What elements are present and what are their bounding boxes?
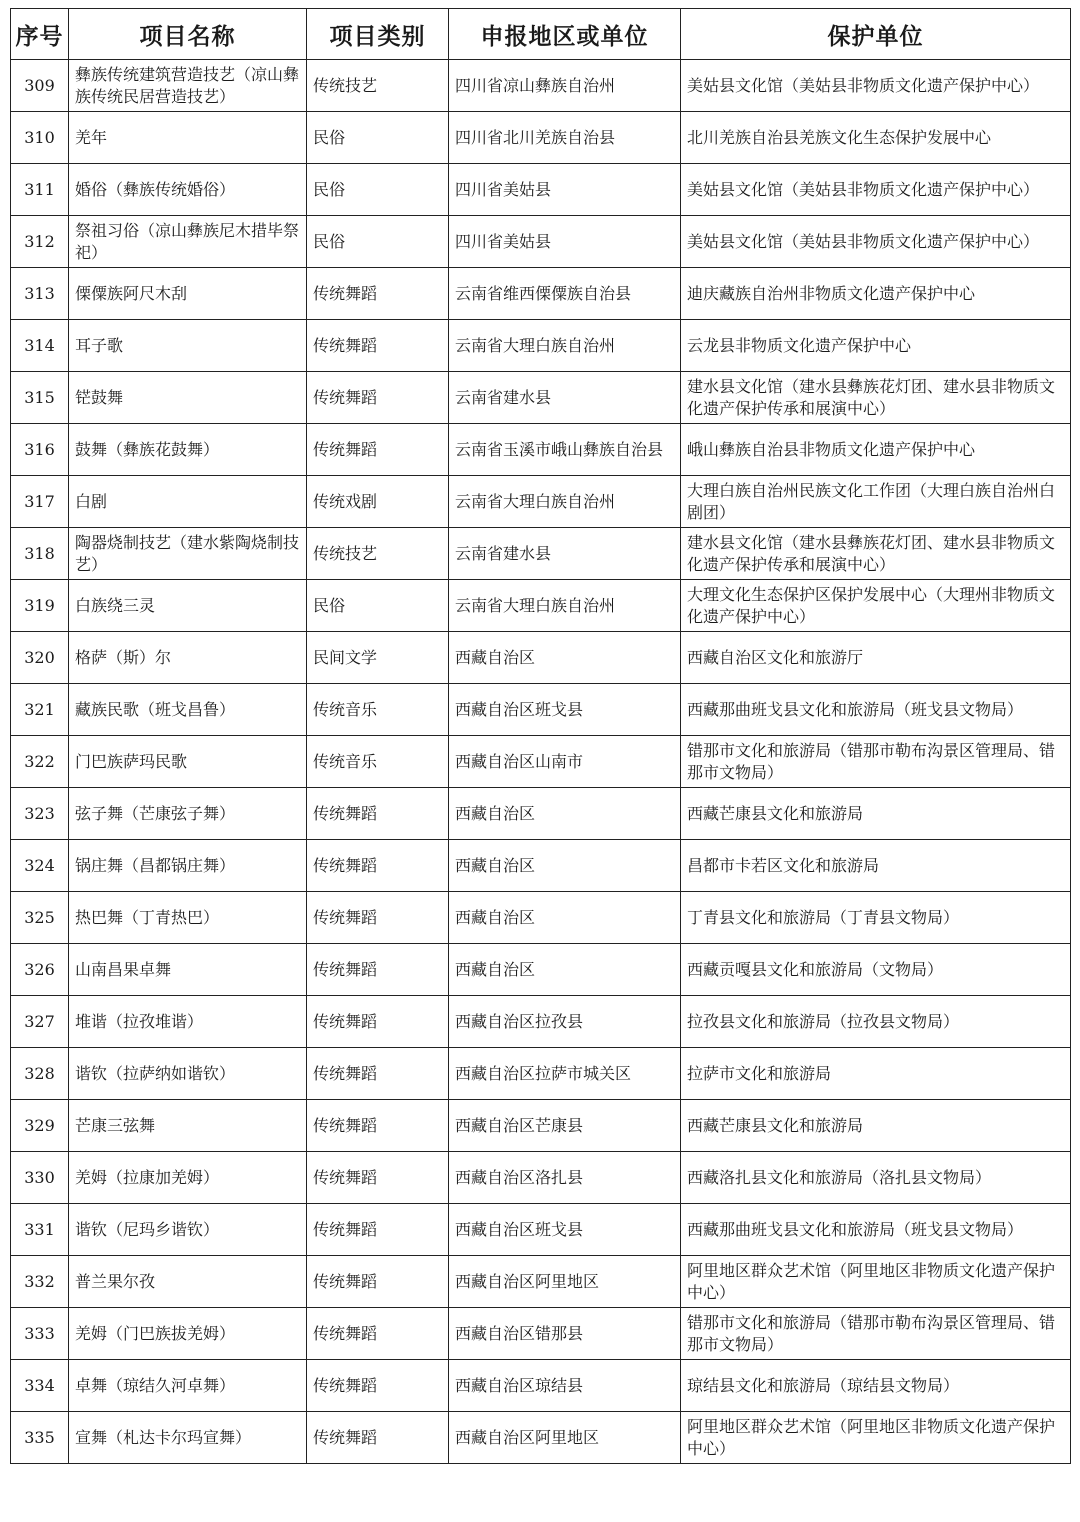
applicant-region-cell: 西藏自治区 (449, 788, 681, 840)
protection-unit-cell: 琼结县文化和旅游局（琼结县文物局） (681, 1360, 1071, 1412)
serial-number-cell: 327 (11, 996, 69, 1048)
applicant-region-cell: 西藏自治区拉萨市城关区 (449, 1048, 681, 1100)
project-category-cell: 传统舞蹈 (307, 944, 449, 996)
protection-unit-cell: 西藏那曲班戈县文化和旅游局（班戈县文物局） (681, 1204, 1071, 1256)
applicant-region-cell: 云南省玉溪市峨山彝族自治县 (449, 424, 681, 476)
project-name-cell: 普兰果尔孜 (69, 1256, 307, 1308)
project-category-cell: 传统舞蹈 (307, 1360, 449, 1412)
project-name-cell: 谐钦（尼玛乡谐钦） (69, 1204, 307, 1256)
table-row (11, 996, 1071, 1048)
project-category-cell: 传统舞蹈 (307, 892, 449, 944)
header-protection-unit: 保护单位 (681, 9, 1071, 60)
project-name-cell: 鼓舞（彝族花鼓舞） (69, 424, 307, 476)
applicant-region-cell: 西藏自治区洛扎县 (449, 1152, 681, 1204)
project-category-cell: 传统舞蹈 (307, 996, 449, 1048)
applicant-region-cell: 四川省北川羌族自治县 (449, 112, 681, 164)
table-row (11, 476, 1071, 528)
applicant-region-cell: 云南省大理白族自治州 (449, 580, 681, 632)
table-row (11, 320, 1071, 372)
project-name-cell: 谐钦（拉萨纳如谐钦） (69, 1048, 307, 1100)
project-category-cell: 民间文学 (307, 632, 449, 684)
table-row (11, 268, 1071, 320)
serial-number-cell: 320 (11, 632, 69, 684)
applicant-region-cell: 西藏自治区阿里地区 (449, 1256, 681, 1308)
table-row (11, 944, 1071, 996)
project-category-cell: 传统舞蹈 (307, 268, 449, 320)
project-name-cell: 格萨（斯）尔 (69, 632, 307, 684)
project-name-cell: 羌年 (69, 112, 307, 164)
project-name-cell: 祭祖习俗（凉山彝族尼木措毕祭祀） (69, 216, 307, 268)
protection-unit-cell: 西藏贡嘎县文化和旅游局（文物局） (681, 944, 1071, 996)
table-header (11, 9, 1071, 60)
project-name-cell: 彝族传统建筑营造技艺（凉山彝族传统民居营造技艺） (69, 60, 307, 112)
applicant-region-cell: 四川省美姑县 (449, 164, 681, 216)
protection-unit-cell: 阿里地区群众艺术馆（阿里地区非物质文化遗产保护中心） (681, 1256, 1071, 1308)
project-category-cell: 传统舞蹈 (307, 372, 449, 424)
protection-unit-cell: 西藏芒康县文化和旅游局 (681, 1100, 1071, 1152)
header-serial-number: 序号 (11, 9, 69, 60)
protection-unit-cell: 拉孜县文化和旅游局（拉孜县文物局） (681, 996, 1071, 1048)
project-category-cell: 传统技艺 (307, 60, 449, 112)
protection-unit-cell: 大理白族自治州民族文化工作团（大理白族自治州白剧团） (681, 476, 1071, 528)
project-category-cell: 民俗 (307, 112, 449, 164)
header-project-name: 项目名称 (69, 9, 307, 60)
serial-number-cell: 323 (11, 788, 69, 840)
project-category-cell: 传统舞蹈 (307, 1256, 449, 1308)
project-name-cell: 锅庄舞（昌都锅庄舞） (69, 840, 307, 892)
project-name-cell: 卓舞（琼结久河卓舞） (69, 1360, 307, 1412)
serial-number-cell: 331 (11, 1204, 69, 1256)
project-category-cell: 传统舞蹈 (307, 1100, 449, 1152)
protection-unit-cell: 美姑县文化馆（美姑县非物质文化遗产保护中心） (681, 164, 1071, 216)
project-category-cell: 民俗 (307, 164, 449, 216)
serial-number-cell: 330 (11, 1152, 69, 1204)
document-page (10, 8, 1070, 1464)
project-category-cell: 民俗 (307, 216, 449, 268)
project-category-cell: 民俗 (307, 580, 449, 632)
protection-unit-cell: 阿里地区群众艺术馆（阿里地区非物质文化遗产保护中心） (681, 1412, 1071, 1464)
serial-number-cell: 328 (11, 1048, 69, 1100)
project-name-cell: 门巴族萨玛民歌 (69, 736, 307, 788)
project-category-cell: 传统音乐 (307, 736, 449, 788)
table-row (11, 1100, 1071, 1152)
project-name-cell: 弦子舞（芒康弦子舞） (69, 788, 307, 840)
serial-number-cell: 315 (11, 372, 69, 424)
project-name-cell: 羌姆（门巴族拔羌姆） (69, 1308, 307, 1360)
protection-unit-cell: 美姑县文化馆（美姑县非物质文化遗产保护中心） (681, 216, 1071, 268)
applicant-region-cell: 西藏自治区班戈县 (449, 1204, 681, 1256)
protection-unit-cell: 建水县文化馆（建水县彝族花灯团、建水县非物质文化遗产保护传承和展演中心） (681, 372, 1071, 424)
serial-number-cell: 332 (11, 1256, 69, 1308)
serial-number-cell: 314 (11, 320, 69, 372)
serial-number-cell: 322 (11, 736, 69, 788)
serial-number-cell: 309 (11, 60, 69, 112)
applicant-region-cell: 西藏自治区班戈县 (449, 684, 681, 736)
table-body (11, 60, 1071, 1464)
project-name-cell: 山南昌果卓舞 (69, 944, 307, 996)
serial-number-cell: 329 (11, 1100, 69, 1152)
project-name-cell: 耳子歌 (69, 320, 307, 372)
applicant-region-cell: 云南省大理白族自治州 (449, 320, 681, 372)
protection-unit-cell: 美姑县文化馆（美姑县非物质文化遗产保护中心） (681, 60, 1071, 112)
applicant-region-cell: 四川省美姑县 (449, 216, 681, 268)
serial-number-cell: 310 (11, 112, 69, 164)
project-name-cell: 白剧 (69, 476, 307, 528)
serial-number-cell: 326 (11, 944, 69, 996)
serial-number-cell: 324 (11, 840, 69, 892)
table-row (11, 892, 1071, 944)
applicant-region-cell: 云南省建水县 (449, 528, 681, 580)
serial-number-cell: 312 (11, 216, 69, 268)
table-row (11, 372, 1071, 424)
protection-unit-cell: 昌都市卡若区文化和旅游局 (681, 840, 1071, 892)
protection-unit-cell: 拉萨市文化和旅游局 (681, 1048, 1071, 1100)
applicant-region-cell: 云南省维西傈僳族自治县 (449, 268, 681, 320)
table-row (11, 1360, 1071, 1412)
protection-unit-cell: 西藏自治区文化和旅游厅 (681, 632, 1071, 684)
table-row (11, 1412, 1071, 1464)
project-name-cell: 陶器烧制技艺（建水紫陶烧制技艺） (69, 528, 307, 580)
table-row (11, 1048, 1071, 1100)
serial-number-cell: 317 (11, 476, 69, 528)
project-name-cell: 宣舞（札达卡尔玛宣舞） (69, 1412, 307, 1464)
applicant-region-cell: 西藏自治区 (449, 892, 681, 944)
serial-number-cell: 334 (11, 1360, 69, 1412)
serial-number-cell: 321 (11, 684, 69, 736)
header-applicant-region: 申报地区或单位 (449, 9, 681, 60)
header-row (11, 9, 1071, 60)
project-name-cell: 芒康三弦舞 (69, 1100, 307, 1152)
project-name-cell: 傈僳族阿尺木刮 (69, 268, 307, 320)
table-row (11, 1204, 1071, 1256)
project-category-cell: 传统舞蹈 (307, 424, 449, 476)
applicant-region-cell: 西藏自治区芒康县 (449, 1100, 681, 1152)
project-category-cell: 传统舞蹈 (307, 788, 449, 840)
table-row (11, 580, 1071, 632)
table-row (11, 632, 1071, 684)
applicant-region-cell: 西藏自治区拉孜县 (449, 996, 681, 1048)
heritage-list-table (10, 8, 1071, 1464)
project-name-cell: 热巴舞（丁青热巴） (69, 892, 307, 944)
protection-unit-cell: 西藏那曲班戈县文化和旅游局（班戈县文物局） (681, 684, 1071, 736)
applicant-region-cell: 云南省建水县 (449, 372, 681, 424)
protection-unit-cell: 云龙县非物质文化遗产保护中心 (681, 320, 1071, 372)
project-category-cell: 传统舞蹈 (307, 1412, 449, 1464)
applicant-region-cell: 西藏自治区阿里地区 (449, 1412, 681, 1464)
applicant-region-cell: 西藏自治区山南市 (449, 736, 681, 788)
protection-unit-cell: 错那市文化和旅游局（错那市勒布沟景区管理局、错那市文物局） (681, 736, 1071, 788)
project-category-cell: 传统技艺 (307, 528, 449, 580)
applicant-region-cell: 西藏自治区 (449, 840, 681, 892)
table-row (11, 60, 1071, 112)
project-category-cell: 传统舞蹈 (307, 1048, 449, 1100)
project-category-cell: 传统舞蹈 (307, 320, 449, 372)
table-row (11, 424, 1071, 476)
table-row (11, 788, 1071, 840)
project-name-cell: 藏族民歌（班戈昌鲁） (69, 684, 307, 736)
project-name-cell: 白族绕三灵 (69, 580, 307, 632)
serial-number-cell: 335 (11, 1412, 69, 1464)
table-row (11, 684, 1071, 736)
project-name-cell: 铓鼓舞 (69, 372, 307, 424)
table-row (11, 736, 1071, 788)
applicant-region-cell: 西藏自治区琼结县 (449, 1360, 681, 1412)
protection-unit-cell: 迪庆藏族自治州非物质文化遗产保护中心 (681, 268, 1071, 320)
serial-number-cell: 325 (11, 892, 69, 944)
protection-unit-cell: 西藏芒康县文化和旅游局 (681, 788, 1071, 840)
table-row (11, 1152, 1071, 1204)
project-name-cell: 婚俗（彝族传统婚俗） (69, 164, 307, 216)
protection-unit-cell: 大理文化生态保护区保护发展中心（大理州非物质文化遗产保护中心） (681, 580, 1071, 632)
protection-unit-cell: 错那市文化和旅游局（错那市勒布沟景区管理局、错那市文物局） (681, 1308, 1071, 1360)
project-category-cell: 传统舞蹈 (307, 1152, 449, 1204)
project-name-cell: 堆谐（拉孜堆谐） (69, 996, 307, 1048)
serial-number-cell: 316 (11, 424, 69, 476)
table-row (11, 1256, 1071, 1308)
applicant-region-cell: 西藏自治区 (449, 632, 681, 684)
serial-number-cell: 313 (11, 268, 69, 320)
protection-unit-cell: 建水县文化馆（建水县彝族花灯团、建水县非物质文化遗产保护传承和展演中心） (681, 528, 1071, 580)
protection-unit-cell: 丁青县文化和旅游局（丁青县文物局） (681, 892, 1071, 944)
serial-number-cell: 318 (11, 528, 69, 580)
protection-unit-cell: 峨山彝族自治县非物质文化遗产保护中心 (681, 424, 1071, 476)
table-row (11, 164, 1071, 216)
protection-unit-cell: 西藏洛扎县文化和旅游局（洛扎县文物局） (681, 1152, 1071, 1204)
project-category-cell: 传统舞蹈 (307, 1308, 449, 1360)
applicant-region-cell: 云南省大理白族自治州 (449, 476, 681, 528)
table-row (11, 216, 1071, 268)
project-category-cell: 传统戏剧 (307, 476, 449, 528)
applicant-region-cell: 四川省凉山彝族自治州 (449, 60, 681, 112)
project-category-cell: 传统舞蹈 (307, 1204, 449, 1256)
project-category-cell: 传统舞蹈 (307, 840, 449, 892)
project-name-cell: 羌姆（拉康加羌姆） (69, 1152, 307, 1204)
table-row (11, 528, 1071, 580)
serial-number-cell: 311 (11, 164, 69, 216)
applicant-region-cell: 西藏自治区错那县 (449, 1308, 681, 1360)
serial-number-cell: 319 (11, 580, 69, 632)
table-row (11, 1308, 1071, 1360)
header-project-category: 项目类别 (307, 9, 449, 60)
project-category-cell: 传统音乐 (307, 684, 449, 736)
table-row (11, 112, 1071, 164)
serial-number-cell: 333 (11, 1308, 69, 1360)
table-row (11, 840, 1071, 892)
applicant-region-cell: 西藏自治区 (449, 944, 681, 996)
protection-unit-cell: 北川羌族自治县羌族文化生态保护发展中心 (681, 112, 1071, 164)
